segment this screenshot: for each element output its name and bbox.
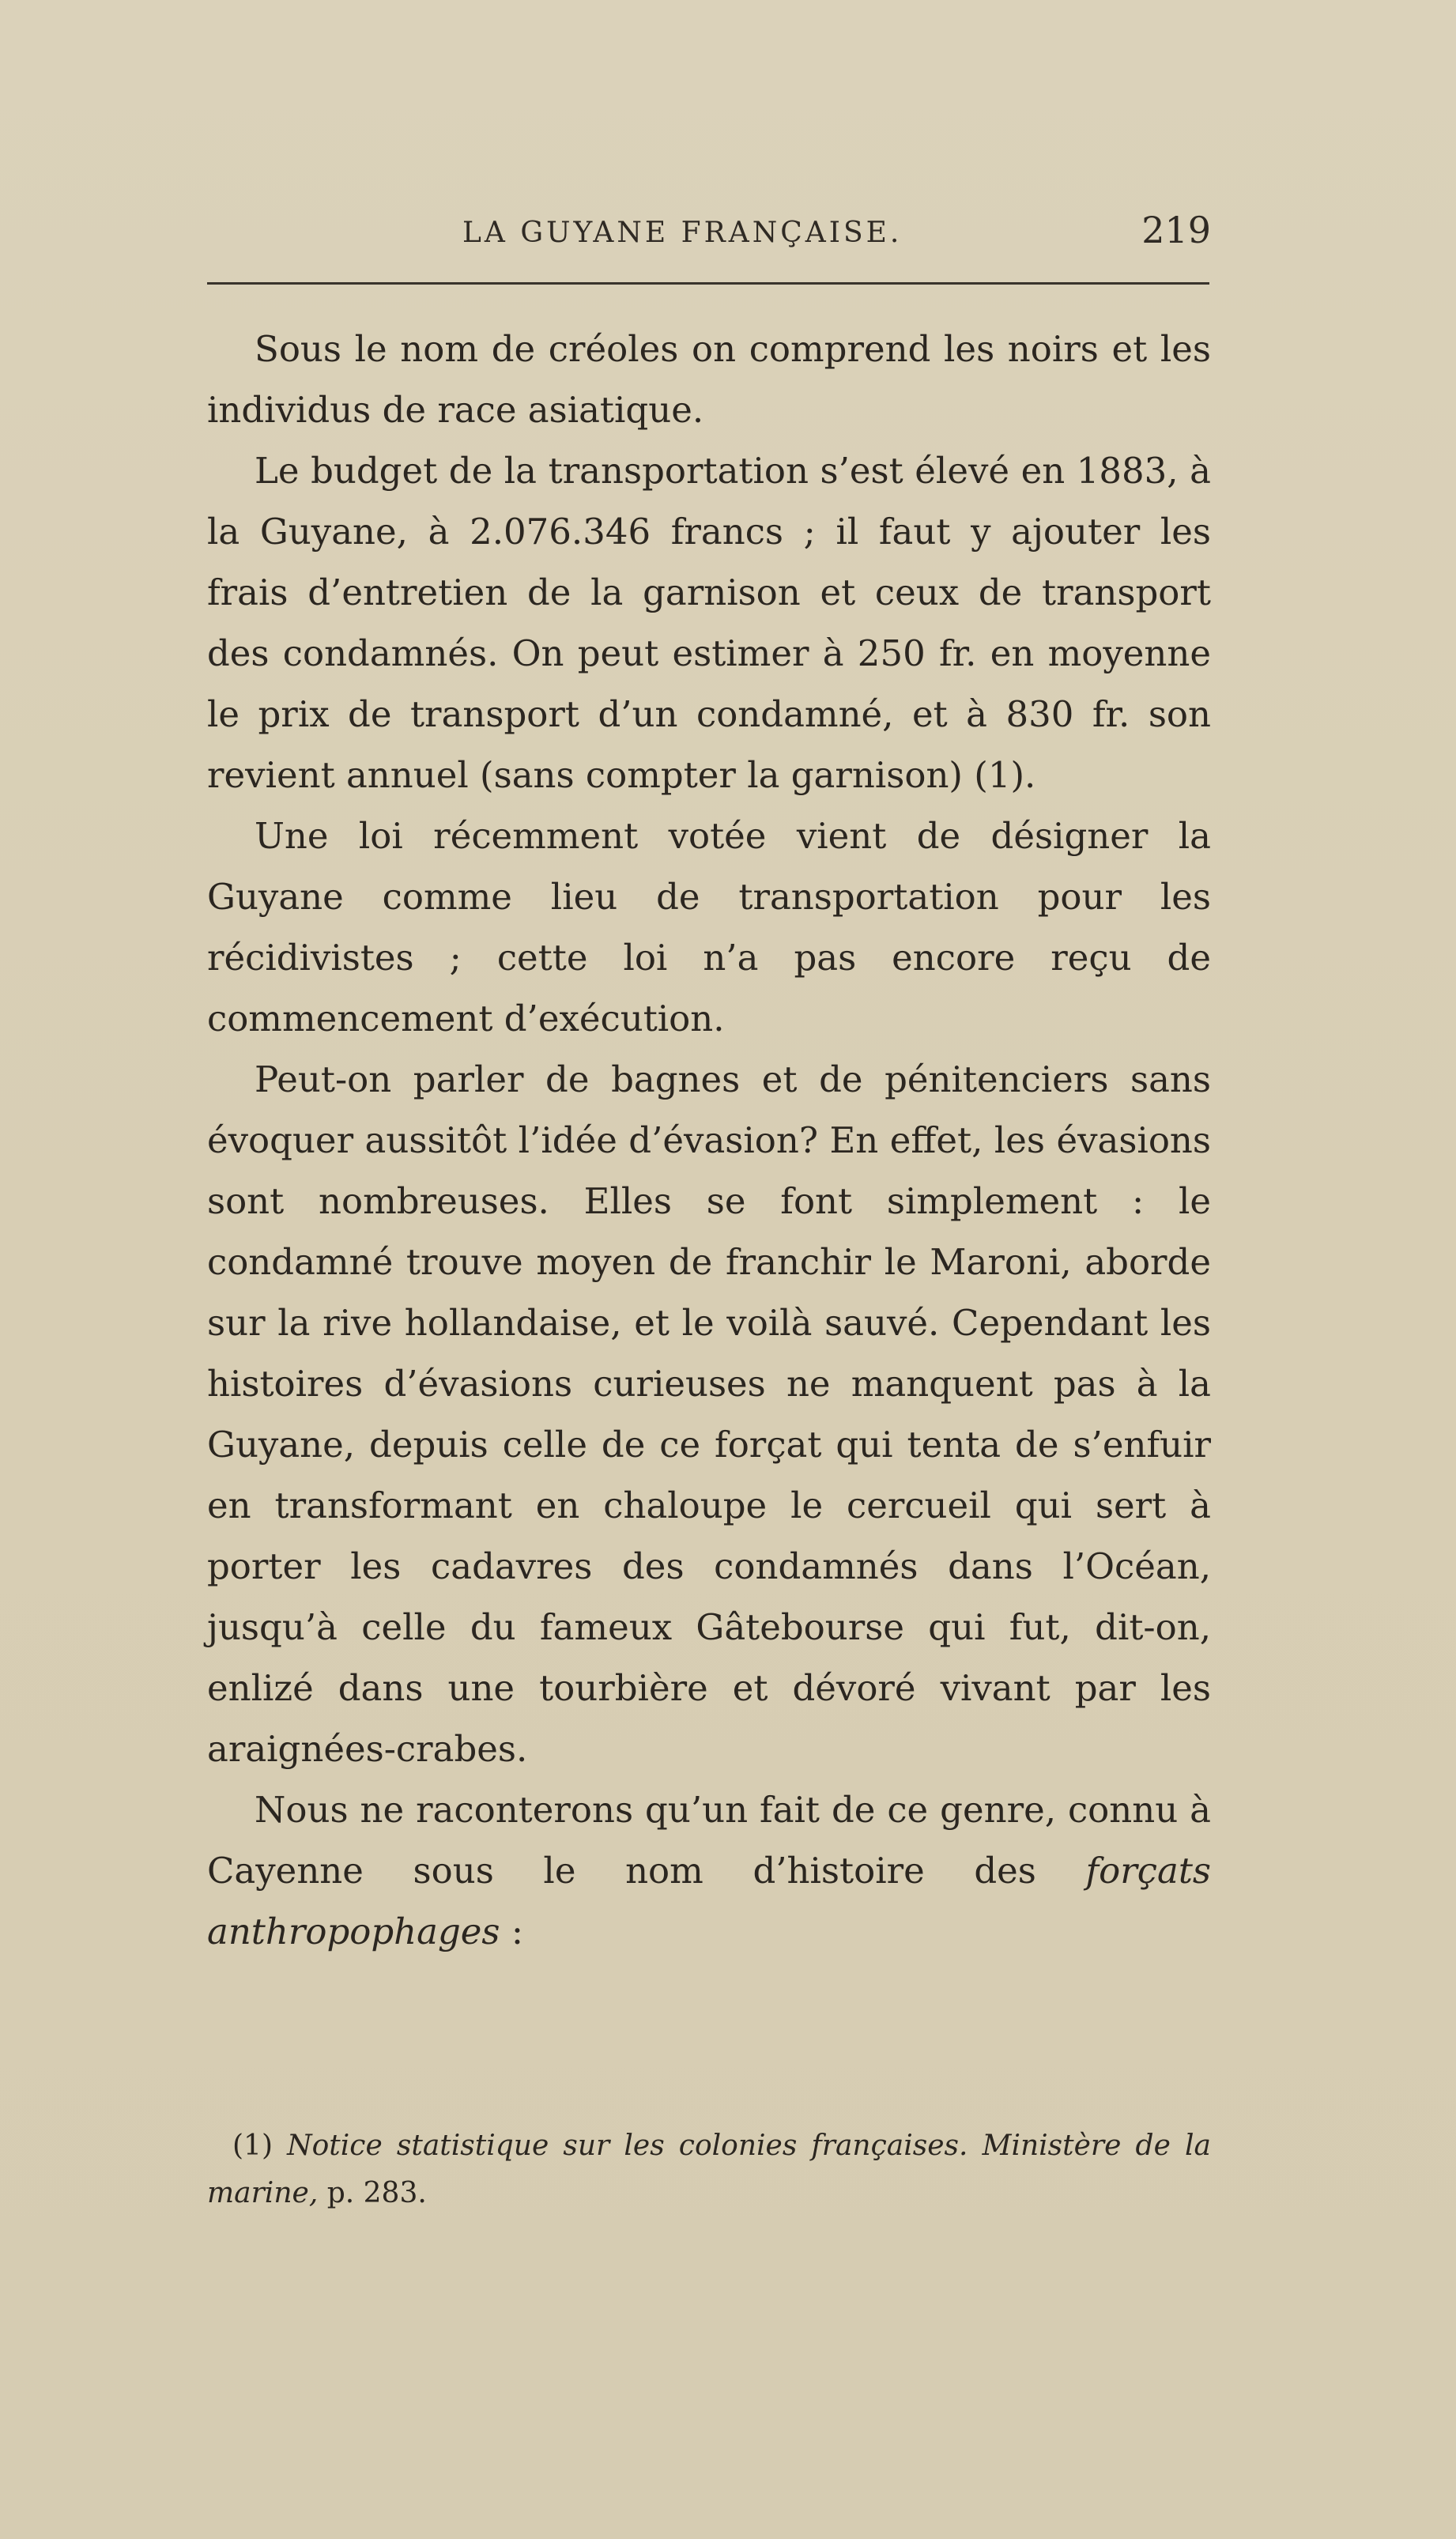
paragraph-forcats-end: : — [500, 1911, 523, 1952]
body-text — [207, 319, 1211, 1962]
paragraph-forcats-text: Nous ne raconterons qu’un fait de ce genre, connu à Cayenne sous le nom d’histoire des — [207, 1789, 1211, 1892]
running-head — [207, 207, 1211, 262]
paragraph-budget: Le budget de la transportation s’est élevé en 1883, à la Guyane, à 2.076.346 francs ; il faut y ajouter les frais d’entretien de la garnison et ceux de transport des condamnés. On peut estimer à 250 fr. en moyenne le prix de transport d’un condamné, et à 830 fr. son revient annuel (sans compter la garnison) (1). — [207, 450, 1211, 796]
footnote-page-ref: p. 283. — [318, 2177, 427, 2209]
paragraph-evasions: Peut-on parler de bagnes et de pénitenciers sans évoquer aussitôt l’idée d’évasion? En effet, les évasions sont nombreuses. Elles se font simplement : le condamné trouve moyen de franchir le Maroni, aborde sur la rive hollandaise, et le voilà sauvé. Cependant les histoires d’évasions curieuses ne manquent pas à la Guyane, depuis celle de ce forçat qui tenta de s’enfuir en transformant en chaloupe le cercueil qui sert à porter les cadavres des condamnés dans l’Océan, jusqu’à celle du fameux Gâtebourse qui fut, dit-on, enlizé dans une tourbière et dévoré vivant par les araignées-crabes. — [207, 1058, 1211, 1770]
footnote — [207, 2122, 1211, 2217]
paragraph-creoles: Sous le nom de créoles on comprend les noirs et les individus de race asiatique. — [207, 328, 1211, 431]
page-number: 219 — [1141, 209, 1211, 251]
forcats-anthropophages-italic: forçats anthropophages — [207, 1850, 1211, 1952]
footnote-title: Notice statistique sur les colonies françaises. Ministère de la marine, — [207, 2130, 1211, 2209]
paragraph-loi: Une loi récemment votée vient de désigner la Guyane comme lieu de transportation pour les récidivistes ; cette loi n’a pas encore reçu de commencement d’exécution. — [207, 815, 1211, 1039]
running-title: LA GUYANE FRANÇAISE. — [462, 217, 903, 249]
header-rule — [207, 282, 1209, 285]
paragraph-forcats — [207, 1779, 1211, 1962]
footnote-marker: (1) — [232, 2130, 288, 2162]
